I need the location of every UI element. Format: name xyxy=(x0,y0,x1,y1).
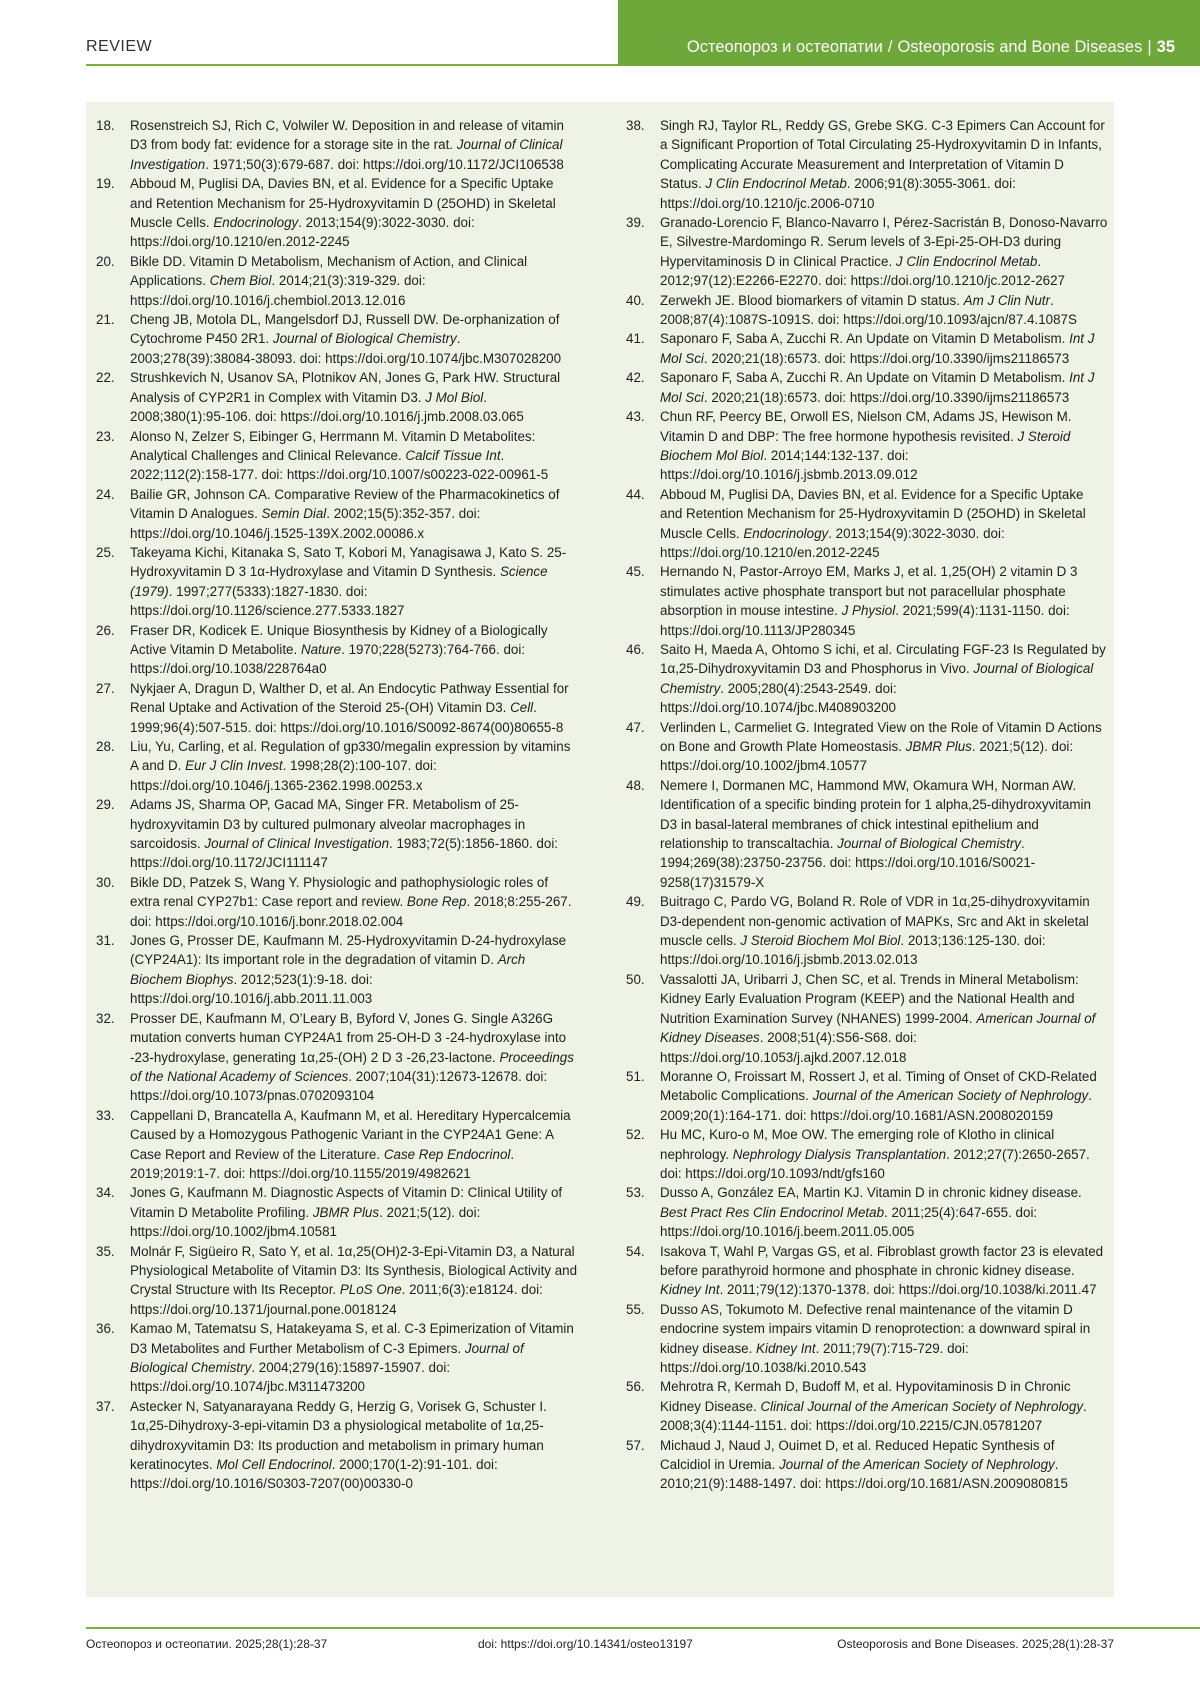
reference-item xyxy=(626,892,1108,970)
reference-item xyxy=(626,776,1108,892)
reference-authors-title: Zerwekh JE. Blood biomarkers of vitamin D status. xyxy=(660,292,964,308)
reference-number: 54. xyxy=(626,1243,645,1259)
reference-authors-title: Abboud M, Puglisi DA, Davies BN, et al. Evidence for a Specific Uptake and Retention Mechanism for 25-Hydroxyvitamin D (25OHD) in Skeletal Muscle Cells. xyxy=(130,176,556,231)
reference-authors-title: Isakova T, Wahl P, Vargas GS, et al. Fibroblast growth factor 23 is elevated before parathyroid hormone and phosphate in chronic kidney disease. xyxy=(660,1243,1104,1278)
reference-journal: Kidney Int xyxy=(660,1282,720,1298)
reference-text xyxy=(660,116,1108,213)
reference-details: . 2022;112(2):158-177. doi: https://doi.org/10.1007/s00223-022-00961-5 xyxy=(130,447,549,483)
reference-journal: Int J Mol Sci xyxy=(660,331,1095,366)
reference-number: 53. xyxy=(626,1185,645,1201)
reference-journal: Cell xyxy=(510,700,534,716)
reference-text xyxy=(130,485,578,543)
reference-number: 38. xyxy=(626,118,645,133)
reference-item xyxy=(626,1300,1108,1378)
reference-text xyxy=(660,718,1108,776)
reference-details: . 1997;277(5333):1827-1830. doi: https://doi.org/10.1126/science.277.5333.1827 xyxy=(130,583,405,619)
reference-text xyxy=(660,640,1108,718)
reference-text xyxy=(660,1242,1108,1300)
reference-number: 33. xyxy=(96,1107,115,1123)
footer-citation-ru: Остеопороз и остеопатии. 2025;28(1):28-37 xyxy=(86,1637,328,1651)
journal-title-ru: Остеопороз и остеопатии xyxy=(686,38,883,56)
reference-journal: Journal of Biological Chemistry xyxy=(272,331,457,347)
reference-item xyxy=(96,174,578,252)
reference-authors-title: Hu MC, Kuro-o M, Moe OW. The emerging role of Klotho in clinical nephrology. xyxy=(660,1127,1055,1162)
reference-authors-title: Hernando N, Pastor-Arroyo EM, Marks J, et al. 1,25(OH) 2 vitamin D 3 stimulates active phosphate transport but not paracellular phosphate absorption in mouse intestine. xyxy=(660,564,1078,619)
reference-text xyxy=(660,368,1108,407)
reference-journal: Best Pract Res Clin Endocrinol Metab xyxy=(660,1204,885,1220)
reference-details: . 2019;2019:1-7. doi: https://doi.org/10.1155/2019/4982621 xyxy=(130,1146,515,1181)
reference-item xyxy=(626,562,1108,640)
reference-details: . 2008;3(4):1144-1151. doi: https://doi.org/10.2215/CJN.05781207 xyxy=(660,1398,1087,1434)
reference-details: . 1983;72(5):1856-1860. doi: https://doi.org/10.1172/JCI111147 xyxy=(130,836,559,871)
reference-item xyxy=(96,1009,578,1106)
reference-item xyxy=(96,679,578,737)
reference-number: 26. xyxy=(96,622,115,638)
reference-text xyxy=(130,252,578,310)
reference-details: . 1998;28(2):100-107. doi: https://doi.org/10.1046/j.1365-2362.1998.00253.x xyxy=(130,758,437,793)
reference-journal: Mol Cell Endocrinol xyxy=(216,1457,332,1473)
reference-number: 51. xyxy=(626,1068,645,1084)
journal-title-en: Osteoporosis and Bone Diseases xyxy=(897,38,1143,56)
footer-doi: doi: https://doi.org/10.14341/osteo13197 xyxy=(478,1637,693,1651)
reference-item xyxy=(626,116,1108,213)
page-number: 35 xyxy=(1156,38,1175,56)
reference-item xyxy=(96,116,578,174)
reference-text xyxy=(660,892,1108,970)
reference-text xyxy=(130,1242,578,1320)
reference-number: 30. xyxy=(96,874,115,890)
reference-number: 36. xyxy=(96,1321,115,1337)
footer-citation-en: Osteoporosis and Bone Diseases. 2025;28(1):28-37 xyxy=(837,1637,1114,1651)
reference-item xyxy=(626,485,1108,563)
reference-authors-title: Molnár F, Sigüeiro R, Sato Y, et al. 1α,25(OH)2-3-Epi-Vitamin D3, a Natural Physiological Metabolite of Vitamin D3: Its Synthesis, Biological Activity and Crystal Structure with Its Receptor. xyxy=(130,1243,578,1298)
reference-details: . 2011;79(12):1370-1378. doi: https://doi.org/10.1038/ki.2011.47 xyxy=(719,1282,1097,1298)
reference-details: . 1971;50(3):679-687. doi: https://doi.org/10.1172/JCI106538 xyxy=(205,156,564,172)
reference-item xyxy=(626,1436,1108,1494)
reference-details: . 2005;280(4):2543-2549. doi: https://doi.org/10.1074/jbc.M408903200 xyxy=(660,680,897,716)
reference-details: . 2021;5(12). doi: https://doi.org/10.1002/jbm4.10581 xyxy=(130,1204,481,1240)
reference-authors-title: Dusso AS, Tokumoto M. Defective renal maintenance of the vitamin D endocrine system impairs vitamin D renoprotection: a downward spiral in kidney disease. xyxy=(660,1301,1091,1356)
reference-authors-title: Mehrotra R, Kermah D, Budoff M, et al. Hypovitaminosis D in Chronic Kidney Disease. xyxy=(660,1379,1071,1414)
reference-text xyxy=(130,427,578,485)
reference-details: . 2008;51(4):S56-S68. doi: https://doi.org/10.1053/j.ajkd.2007.12.018 xyxy=(660,1030,917,1065)
reference-text xyxy=(660,485,1108,563)
reference-number: 44. xyxy=(626,486,645,502)
reference-journal: Endocrinology xyxy=(213,215,299,231)
reference-number: 32. xyxy=(96,1010,115,1026)
reference-item xyxy=(96,1319,578,1397)
reference-details: . 2012;523(1):9-18. doi: https://doi.org/10.1016/j.abb.2011.11.003 xyxy=(130,971,373,1007)
reference-journal: Arch Biochem Biophys xyxy=(130,952,526,987)
journal-banner xyxy=(618,0,1200,66)
header-rule xyxy=(86,64,618,66)
reference-details: . 2013;136:125-130. doi: https://doi.org/10.1016/j.jsbmb.2013.02.013 xyxy=(660,933,1046,968)
reference-details: . 2011;25(4):647-655. doi: https://doi.org/10.1016/j.beem.2011.05.005 xyxy=(660,1204,1038,1240)
reference-details: . 2012;27(7):2650-2657. doi: https://doi.org/10.1093/ndt/gfs160 xyxy=(660,1146,1090,1181)
reference-journal: Endocrinology xyxy=(743,525,829,541)
reference-authors-title: Cheng JB, Motola DL, Mangelsdorf DJ, Russell DW. De-orphanization of Cytochrome P450 2R1. xyxy=(130,312,560,347)
reference-details: . 2007;104(31):12673-12678. doi: https://doi.org/10.1073/pnas.0702093104 xyxy=(130,1068,548,1104)
reference-item xyxy=(96,1242,578,1320)
reference-text xyxy=(130,310,578,368)
reference-details: . 2002;15(5):352-357. doi: https://doi.org/10.1046/j.1525-139X.2002.00086.x xyxy=(130,506,481,541)
reference-journal: Nature xyxy=(300,641,342,657)
reference-journal: Journal of Biological Chemistry xyxy=(660,661,1094,696)
references-column-left xyxy=(96,116,578,1494)
reference-authors-title: Kamao M, Tatematsu S, Hatakeyama S, et al. C-3 Epimerization of Vitamin D3 Metabolites and Further Metabolism of C-3 Epimers. xyxy=(130,1321,574,1356)
reference-item xyxy=(96,485,578,543)
reference-journal: JBMR Plus xyxy=(312,1204,380,1220)
reference-authors-title: Bikle DD, Patzek S, Wang Y. Physiologic and pathophysiologic roles of extra renal CYP27b1: Case report and review. xyxy=(130,874,549,910)
reference-number: 57. xyxy=(626,1437,645,1453)
page-number-divider: | xyxy=(1147,38,1152,56)
reference-number: 25. xyxy=(96,544,115,560)
reference-number: 45. xyxy=(626,564,645,580)
reference-text xyxy=(660,407,1108,485)
reference-journal: Eur J Clin Invest xyxy=(185,758,283,774)
reference-text xyxy=(660,776,1108,892)
reference-text xyxy=(130,737,578,795)
reference-details: . 2020;21(18):6573. doi: https://doi.org/10.3390/ijms21186573 xyxy=(703,389,1070,405)
reference-details: . 2018;8:255-267. doi: https://doi.org/10.1016/j.bonr.2018.02.004 xyxy=(130,894,572,929)
reference-number: 35. xyxy=(96,1243,115,1259)
reference-item xyxy=(96,737,578,795)
reference-journal: Bone Rep xyxy=(406,894,467,910)
reference-authors-title: Dusso A, González EA, Martin KJ. Vitamin D in chronic kidney disease. xyxy=(660,1185,1082,1201)
reference-item xyxy=(626,718,1108,776)
reference-journal: J Steroid Biochem Mol Biol xyxy=(660,428,1071,463)
reference-item xyxy=(96,931,578,1009)
reference-journal: Am J Clin Nutr xyxy=(963,292,1050,308)
reference-number: 21. xyxy=(96,312,115,328)
footer-rule xyxy=(86,1627,1200,1629)
reference-details: . 2006;91(8):3055-3061. doi: https://doi.org/10.1210/jc.2006-0710 xyxy=(660,176,1016,211)
reference-text xyxy=(130,116,578,174)
reference-number: 42. xyxy=(626,370,645,386)
reference-authors-title: Michaud J, Naud J, Ouimet D, et al. Reduced Hepatic Synthesis of Calcidiol in Uremia. xyxy=(660,1437,1055,1473)
reference-item xyxy=(626,213,1108,291)
reference-journal: Chem Biol xyxy=(209,273,272,289)
reference-authors-title: Adams JS, Sharma OP, Gacad MA, Singer FR. Metabolism of 25-hydroxyvitamin D3 by cultured pulmonary alveolar macrophages in sarcoidosis. xyxy=(130,797,526,852)
reference-details: . 2020;21(18):6573. doi: https://doi.org/10.3390/ijms21186573 xyxy=(703,350,1070,366)
reference-number: 43. xyxy=(626,409,645,425)
reference-number: 31. xyxy=(96,933,115,949)
reference-authors-title: Astecker N, Satyanarayana Reddy G, Herzig G, Vorisek G, Schuster I. 1α,25-Dihydroxy-3-epi-vitamin D3 a physiological metabolite of 1α,25-dihydroxyvitamin D3: Its production and metabolism in primary human keratinocytes. xyxy=(130,1398,547,1473)
reference-details: . 2012;97(12):E2266-E2270. doi: https://doi.org/10.1210/jc.2012-2627 xyxy=(660,253,1065,289)
reference-details: . 2010;21(9):1488-1497. doi: https://doi.org/10.1681/ASN.2009080815 xyxy=(660,1457,1068,1492)
reference-authors-title: Rosenstreich SJ, Rich C, Volwiler W. Deposition in and release of vitamin D3 from body fat: evidence for a storage site in the rat. xyxy=(130,118,564,153)
reference-authors-title: Nykjaer A, Dragun D, Walther D, et al. An Endocytic Pathway Essential for Renal Uptake and Activation of the Steroid 25-(OH) Vitamin D3. xyxy=(130,680,569,716)
reference-number: 56. xyxy=(626,1379,645,1395)
reference-authors-title: Jones G, Kaufmann M. Diagnostic Aspects of Vitamin D: Clinical Utility of Vitamin D Metabolite Profiling. xyxy=(130,1185,563,1220)
reference-details: . 2014;21(3):319-329. doi: https://doi.org/10.1016/j.chembiol.2013.12.016 xyxy=(130,273,426,308)
reference-text xyxy=(660,329,1108,368)
reference-number: 28. xyxy=(96,739,115,754)
reference-text xyxy=(130,1106,578,1184)
reference-number: 27. xyxy=(96,680,115,696)
reference-text xyxy=(130,679,578,737)
reference-details: . 2011;6(3):e18124. doi: https://doi.org/10.1371/journal.pone.0018124 xyxy=(130,1282,543,1317)
reference-item xyxy=(96,621,578,679)
reference-item xyxy=(626,368,1108,407)
reference-details: . 1994;269(38):23750-23756. doi: https://doi.org/10.1016/S0021-9258(17)31579-X xyxy=(660,836,1036,890)
reference-text xyxy=(130,543,578,621)
reference-journal: Journal of Biological Chemistry xyxy=(837,836,1021,852)
reference-item xyxy=(626,1067,1108,1125)
reference-number: 49. xyxy=(626,894,645,910)
reference-journal: PLoS One xyxy=(339,1282,402,1298)
reference-journal: Journal of Clinical Investigation xyxy=(204,836,390,852)
reference-text xyxy=(660,1436,1108,1494)
reference-details: . 2014;144:132-137. doi: https://doi.org/10.1016/j.jsbmb.2013.09.012 xyxy=(660,447,918,483)
reference-journal: Int J Mol Sci xyxy=(660,370,1095,405)
reference-authors-title: Liu, Yu, Carling, et al. Regulation of gp330/megalin expression by vitamins A and D. xyxy=(130,739,571,774)
reference-item xyxy=(626,1125,1108,1183)
reference-text xyxy=(660,1067,1108,1125)
reference-details: . 2008;87(4):1087S-1091S. doi: https://doi.org/10.1093/ajcn/87.4.1087S xyxy=(660,292,1077,328)
reference-item xyxy=(626,1183,1108,1241)
reference-details: . 2021;599(4):1131-1150. doi: https://doi.org/10.1113/JP280345 xyxy=(660,603,1070,638)
reference-details: . 2004;279(16):15897-15907. doi: https://doi.org/10.1074/jbc.M311473200 xyxy=(130,1360,451,1395)
reference-text xyxy=(130,1397,578,1494)
reference-number: 22. xyxy=(96,370,115,386)
reference-authors-title: Jones G, Prosser DE, Kaufmann M. 25-Hydroxyvitamin D-24-hydroxylase (CYP24A1): Its important role in the degradation of vitamin D. xyxy=(130,933,567,968)
reference-details: . 2008;380(1):95-106. doi: https://doi.org/10.1016/j.jmb.2008.03.065 xyxy=(130,389,524,425)
reference-item xyxy=(626,291,1108,330)
reference-authors-title: Prosser DE, Kaufmann M, O’Leary B, Byford V, Jones G. Single A326G mutation converts human CYP24A1 from 25-OH-D 3 -24-hydroxylase into -23-hydroxylase, generating 1α,25-(OH) 2 D 3 -26,23-lactone. xyxy=(130,1010,567,1065)
reference-number: 47. xyxy=(626,719,645,735)
reference-text xyxy=(660,970,1108,1067)
reference-journal: J Clin Endocrinol Metab xyxy=(895,253,1038,269)
reference-authors-title: Chun RF, Peercy BE, Orwoll ES, Nielson CM, Adams JS, Hewison M. Vitamin D and DBP: The free hormone hypothesis revisited. xyxy=(660,409,1072,444)
reference-item xyxy=(96,873,578,931)
reference-details: . 2003;278(39):38084-38093. doi: https://doi.org/10.1074/jbc.M307028200 xyxy=(130,331,562,366)
reference-details: . 1970;228(5273):764-766. doi: https://doi.org/10.1038/228764a0 xyxy=(130,641,526,677)
reference-text xyxy=(130,795,578,873)
reference-details: . 2011;79(7):715-729. doi: https://doi.org/10.1038/ki.2010.543 xyxy=(660,1340,969,1375)
reference-number: 40. xyxy=(626,292,645,308)
reference-journal: Science (1979) xyxy=(130,564,548,599)
reference-item xyxy=(626,1377,1108,1435)
reference-authors-title: Verlinden L, Carmeliet G. Integrated View on the Role of Vitamin D Actions on Bone and Growth Plate Homeostasis. xyxy=(660,719,1102,754)
reference-text xyxy=(660,291,1108,330)
reference-details: . 2009;20(1):164-171. doi: https://doi.org/10.1681/ASN.2008020159 xyxy=(660,1088,1092,1123)
reference-text xyxy=(660,562,1108,640)
reference-journal: Clinical Journal of the American Society of Nephrology xyxy=(760,1398,1084,1414)
reference-item xyxy=(96,1183,578,1241)
reference-journal: Calcif Tissue Int xyxy=(405,447,501,463)
reference-authors-title: Strushkevich N, Usanov SA, Plotnikov AN, Jones G, Park HW. Structural Analysis of CYP2R1 in Complex with Vitamin D3. xyxy=(130,370,561,405)
reference-authors-title: Cappellani D, Brancatella A, Kaufmann M, et al. Hereditary Hypercalcemia Caused by a Homozygous Pathogenic Variant in the CYP24A1 Gene: A Case Report and Review of the Literature. xyxy=(130,1107,571,1162)
reference-journal: Nephrology Dialysis Transplantation xyxy=(732,1146,947,1162)
reference-number: 46. xyxy=(626,641,645,657)
reference-text xyxy=(130,368,578,426)
reference-journal: J Mol Biol xyxy=(425,389,484,405)
reference-number: 34. xyxy=(96,1185,115,1201)
reference-authors-title: Fraser DR, Kodicek E. Unique Biosynthesis by Kidney of a Biologically Active Vitamin D Metabolite. xyxy=(130,622,548,657)
reference-number: 39. xyxy=(626,215,645,231)
reference-authors-title: Vassalotti JA, Uribarri J, Chen SC, et al. Trends in Mineral Metabolism: Kidney Early Evaluation Program (KEEP) and the National Health and Nutrition Examination Survey (NHANES) 1999-2004. xyxy=(660,971,1079,1026)
references-column-right xyxy=(626,116,1108,1494)
reference-number: 55. xyxy=(626,1301,645,1317)
reference-details: . 2021;5(12). doi: https://doi.org/10.1002/jbm4.10577 xyxy=(660,739,1074,774)
reference-item xyxy=(626,407,1108,485)
reference-details: . 2000;170(1-2):91-101. doi: https://doi.org/10.1016/S0303-7207(00)00330-0 xyxy=(130,1457,498,1492)
reference-item xyxy=(96,252,578,310)
reference-item xyxy=(96,427,578,485)
reference-number: 52. xyxy=(626,1127,645,1143)
reference-item xyxy=(626,970,1108,1067)
reference-authors-title: Buitrago C, Pardo VG, Boland R. Role of VDR in 1α,25-dihydroxyvitamin D3-dependent non-genomic activation of MAPKs, Src and Akt in skeletal muscle cells. xyxy=(660,894,1090,949)
journal-title-separator: / xyxy=(887,38,893,56)
reference-journal: J Physiol xyxy=(841,603,896,619)
reference-item xyxy=(96,795,578,873)
reference-item xyxy=(96,310,578,368)
reference-text xyxy=(130,1183,578,1241)
reference-text xyxy=(660,1300,1108,1378)
reference-journal: Case Rep Endocrinol xyxy=(383,1146,511,1162)
reference-authors-title: Nemere I, Dormanen MC, Hammond MW, Okamura WH, Norman AW. Identification of a specific binding protein for 1 alpha,25-dihydroxyvitamin D3 in basal-lateral membranes of chick intestinal epithelium and relationship to transcaltachia. xyxy=(660,777,1091,852)
reference-text xyxy=(660,213,1108,291)
reference-number: 23. xyxy=(96,428,115,444)
reference-authors-title: Bikle DD. Vitamin D Metabolism, Mechanism of Action, and Clinical Applications. xyxy=(130,253,528,289)
reference-text xyxy=(130,873,578,931)
reference-journal: Journal of Biological Chemistry xyxy=(130,1340,524,1375)
reference-authors-title: Alonso N, Zelzer S, Eibinger G, Herrmann M. Vitamin D Metabolites: Analytical Challenges and Clinical Relevance. xyxy=(130,428,536,463)
reference-journal: Semin Dial xyxy=(261,506,327,522)
reference-number: 48. xyxy=(626,777,645,793)
reference-details: . 2013;154(9):3022-3030. doi: https://doi.org/10.1210/en.2012-2245 xyxy=(660,525,1005,560)
reference-item xyxy=(96,1106,578,1184)
reference-item xyxy=(96,1397,578,1494)
reference-authors-title: Saponaro F, Saba A, Zucchi R. An Update on Vitamin D Metabolism. xyxy=(660,370,1070,386)
reference-journal: J Clin Endocrinol Metab xyxy=(705,176,847,192)
reference-text xyxy=(660,1377,1108,1435)
reference-number: 20. xyxy=(96,253,115,269)
reference-journal: Journal of the American Society of Nephrology xyxy=(812,1088,1089,1104)
reference-text xyxy=(130,1319,578,1397)
reference-item xyxy=(626,1242,1108,1300)
reference-journal: Journal of Clinical Investigation xyxy=(130,137,563,172)
reference-authors-title: Singh RJ, Taylor RL, Reddy GS, Grebe SKG. C-3 Epimers Can Account for a Significant Proportion of Total Circulating 25-Hydroxyvitamin D in Infants, Complicating Accurate Measurement and Interpretation of Vitamin D Status. xyxy=(660,118,1105,192)
reference-authors-title: Saito H, Maeda A, Ohtomo S ichi, et al. Circulating FGF-23 Is Regulated by 1α,25-Dihydroxyvitamin D3 and Phosphorus in Vivo. xyxy=(660,641,1106,677)
reference-number: 41. xyxy=(626,331,645,347)
reference-journal: Proceedings of the National Academy of Sciences xyxy=(130,1049,574,1084)
reference-journal: American Journal of Kidney Diseases xyxy=(660,1010,1096,1046)
reference-text xyxy=(660,1125,1108,1183)
reference-number: 18. xyxy=(96,118,115,133)
reference-authors-title: Granado-Lorencio F, Blanco-Navarro I, Pérez-Sacristán B, Donoso-Navarro E, Silvestre-Mardomingo R. Serum levels of 3-Epi-25-OH-D3 during Hypervitaminosis D in Clinical Practice. xyxy=(660,215,1108,269)
reference-text xyxy=(130,621,578,679)
reference-item xyxy=(626,640,1108,718)
reference-item xyxy=(96,368,578,426)
reference-authors-title: Moranne O, Froissart M, Rossert J, et al. Timing of Onset of CKD-Related Metabolic Complications. xyxy=(660,1068,1097,1104)
reference-number: 37. xyxy=(96,1398,115,1414)
reference-item xyxy=(626,329,1108,368)
reference-item xyxy=(96,543,578,621)
reference-authors-title: Abboud M, Puglisi DA, Davies BN, et al. Evidence for a Specific Uptake and Retention Mechanism for 25-Hydroxyvitamin D (25OHD) in Skeletal Muscle Cells. xyxy=(660,486,1086,541)
reference-text xyxy=(130,931,578,1009)
reference-number: 50. xyxy=(626,971,645,987)
reference-authors-title: Bailie GR, Johnson CA. Comparative Review of the Pharmacokinetics of Vitamin D Analogues. xyxy=(130,486,560,522)
reference-details: . 2013;154(9):3022-3030. doi: https://doi.org/10.1210/en.2012-2245 xyxy=(130,215,475,250)
reference-number: 29. xyxy=(96,797,115,813)
reference-text xyxy=(660,1183,1108,1241)
reference-number: 19. xyxy=(96,176,115,192)
reference-number: 24. xyxy=(96,486,115,502)
reference-authors-title: Takeyama Kichi, Kitanaka S, Sato T, Kobori M, Yanagisawa J, Kato S. 25-Hydroxyvitamin D 3 1α-Hydroxylase and Vitamin D Synthesis. xyxy=(130,544,567,580)
section-label: REVIEW xyxy=(86,38,153,55)
reference-journal: J Steroid Biochem Mol Biol xyxy=(740,933,901,949)
reference-journal: Journal of the American Society of Nephrology xyxy=(779,1457,1055,1473)
reference-journal: JBMR Plus xyxy=(905,739,972,754)
reference-text xyxy=(130,174,578,252)
reference-authors-title: Saponaro F, Saba A, Zucchi R. An Update on Vitamin D Metabolism. xyxy=(660,331,1070,347)
reference-journal: Kidney Int xyxy=(756,1340,816,1356)
reference-details: . 1999;96(4):507-515. doi: https://doi.org/10.1016/S0092-8674(00)80655-8 xyxy=(130,700,564,735)
reference-text xyxy=(130,1009,578,1106)
